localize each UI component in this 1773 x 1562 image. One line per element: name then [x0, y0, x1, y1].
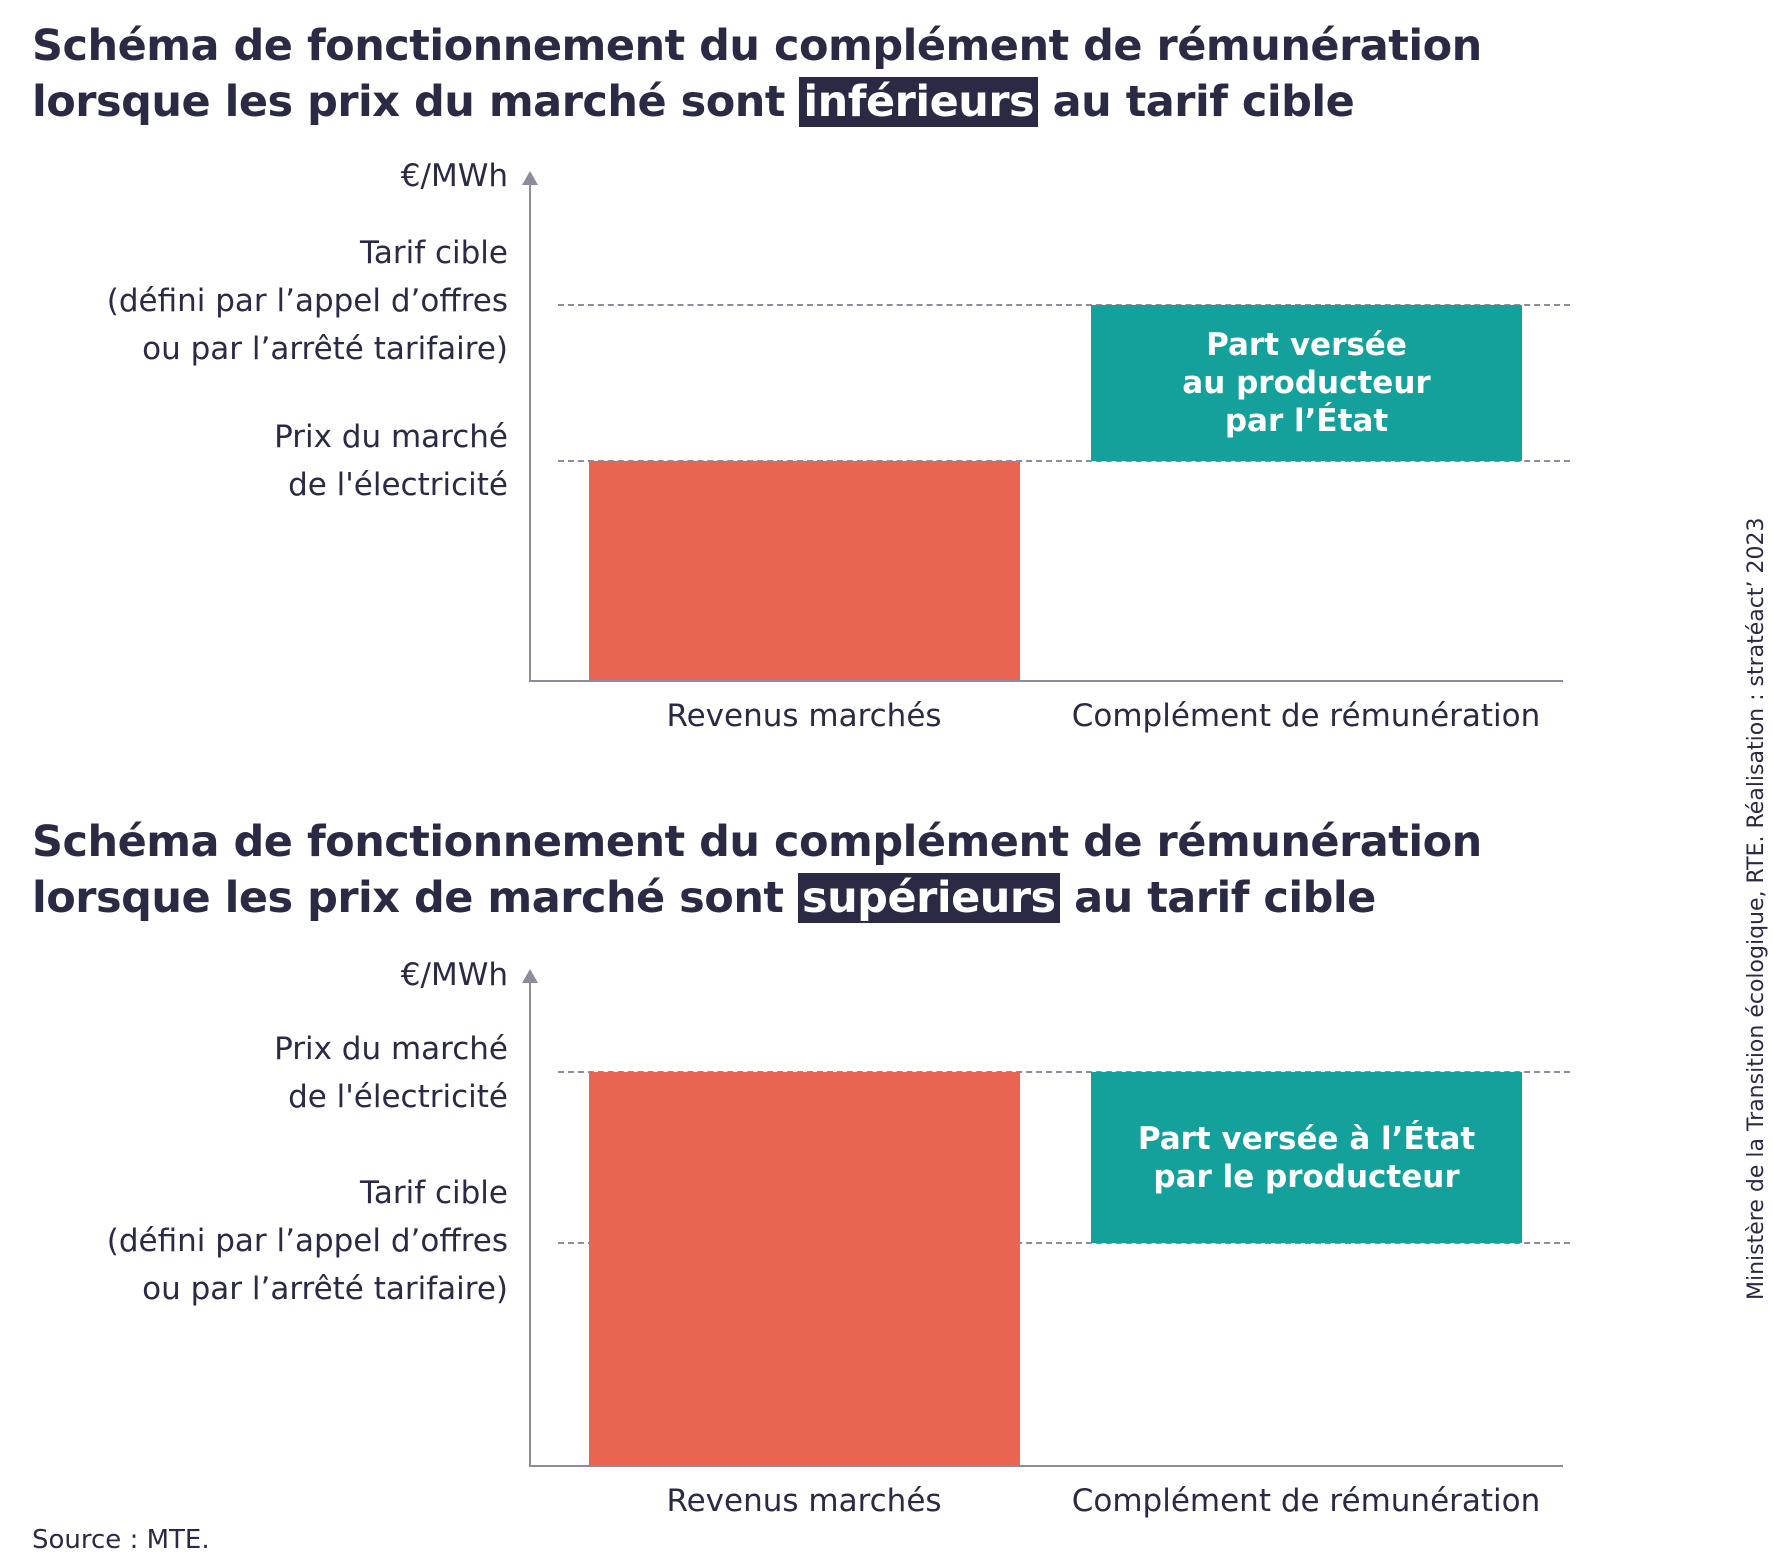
- diagram-1-unit-label: €/MWh: [400, 158, 508, 194]
- diagram-1-category-market-revenue: Revenus marchés: [666, 698, 942, 734]
- diagram-1-complement-box: Part versée au producteur par l’État: [1091, 305, 1522, 461]
- diagram-2-y-axis: [529, 982, 531, 1466]
- diagram-1-title-end: au tarif cible: [1038, 77, 1355, 127]
- diagram-2-market-price-label: Prix du marché de l'électricité: [274, 1031, 508, 1115]
- diagram-1-category-complement: Complément de rémunération: [1071, 698, 1541, 734]
- diagram-2-x-axis: [529, 1465, 1563, 1467]
- diagram-1-target-tariff-label: Tarif cible (défini par l’appel d’offres ou par l’arrêté tarifaire): [106, 235, 508, 367]
- diagram-2-title-highlight: supérieurs: [798, 873, 1060, 923]
- diagram-2-title-line1: Schéma de fonctionnement du complément de rémunération: [32, 817, 1482, 867]
- diagram-1-title-highlight: inférieurs: [799, 77, 1038, 127]
- diagram-2-category-market-revenue: Revenus marchés: [666, 1483, 942, 1519]
- diagram-2-title-end: au tarif cible: [1059, 873, 1376, 923]
- diagram-2-title-line2: lorsque les prix de marché sont: [32, 873, 798, 923]
- credit-note: Ministère de la Transition écologique, RTE. Réalisation : stratéact’ 2023: [1744, 517, 1769, 1300]
- diagram-1-title-line2: lorsque les prix du marché sont: [32, 77, 800, 127]
- source-note: Source : MTE.: [32, 1525, 210, 1555]
- diagram-2-title: [32, 814, 1482, 926]
- diagram-2-category-complement: Complément de rémunération: [1071, 1483, 1541, 1519]
- diagram-1-title-line1: Schéma de fonctionnement du complément de rémunération: [32, 21, 1482, 71]
- diagram-1-market-revenue-bar: [589, 461, 1020, 680]
- diagram-1-title: [32, 18, 1482, 130]
- diagram-2-complement-box: Part versée à l’État par le producteur: [1091, 1072, 1522, 1243]
- diagram-1-market-price-label: Prix du marché de l'électricité: [274, 419, 508, 503]
- diagram-1-y-axis: [529, 184, 531, 681]
- diagram-1-y-axis-arrow: [522, 171, 538, 185]
- diagram-2-unit-label: €/MWh: [400, 957, 508, 993]
- diagram-2-target-tariff-label: Tarif cible (défini par l’appel d’offres ou par l’arrêté tarifaire): [106, 1175, 508, 1307]
- diagram-1-x-axis: [529, 680, 1563, 682]
- diagram-2-y-axis-arrow: [522, 969, 538, 983]
- diagram-2-market-revenue-bar: [589, 1072, 1020, 1465]
